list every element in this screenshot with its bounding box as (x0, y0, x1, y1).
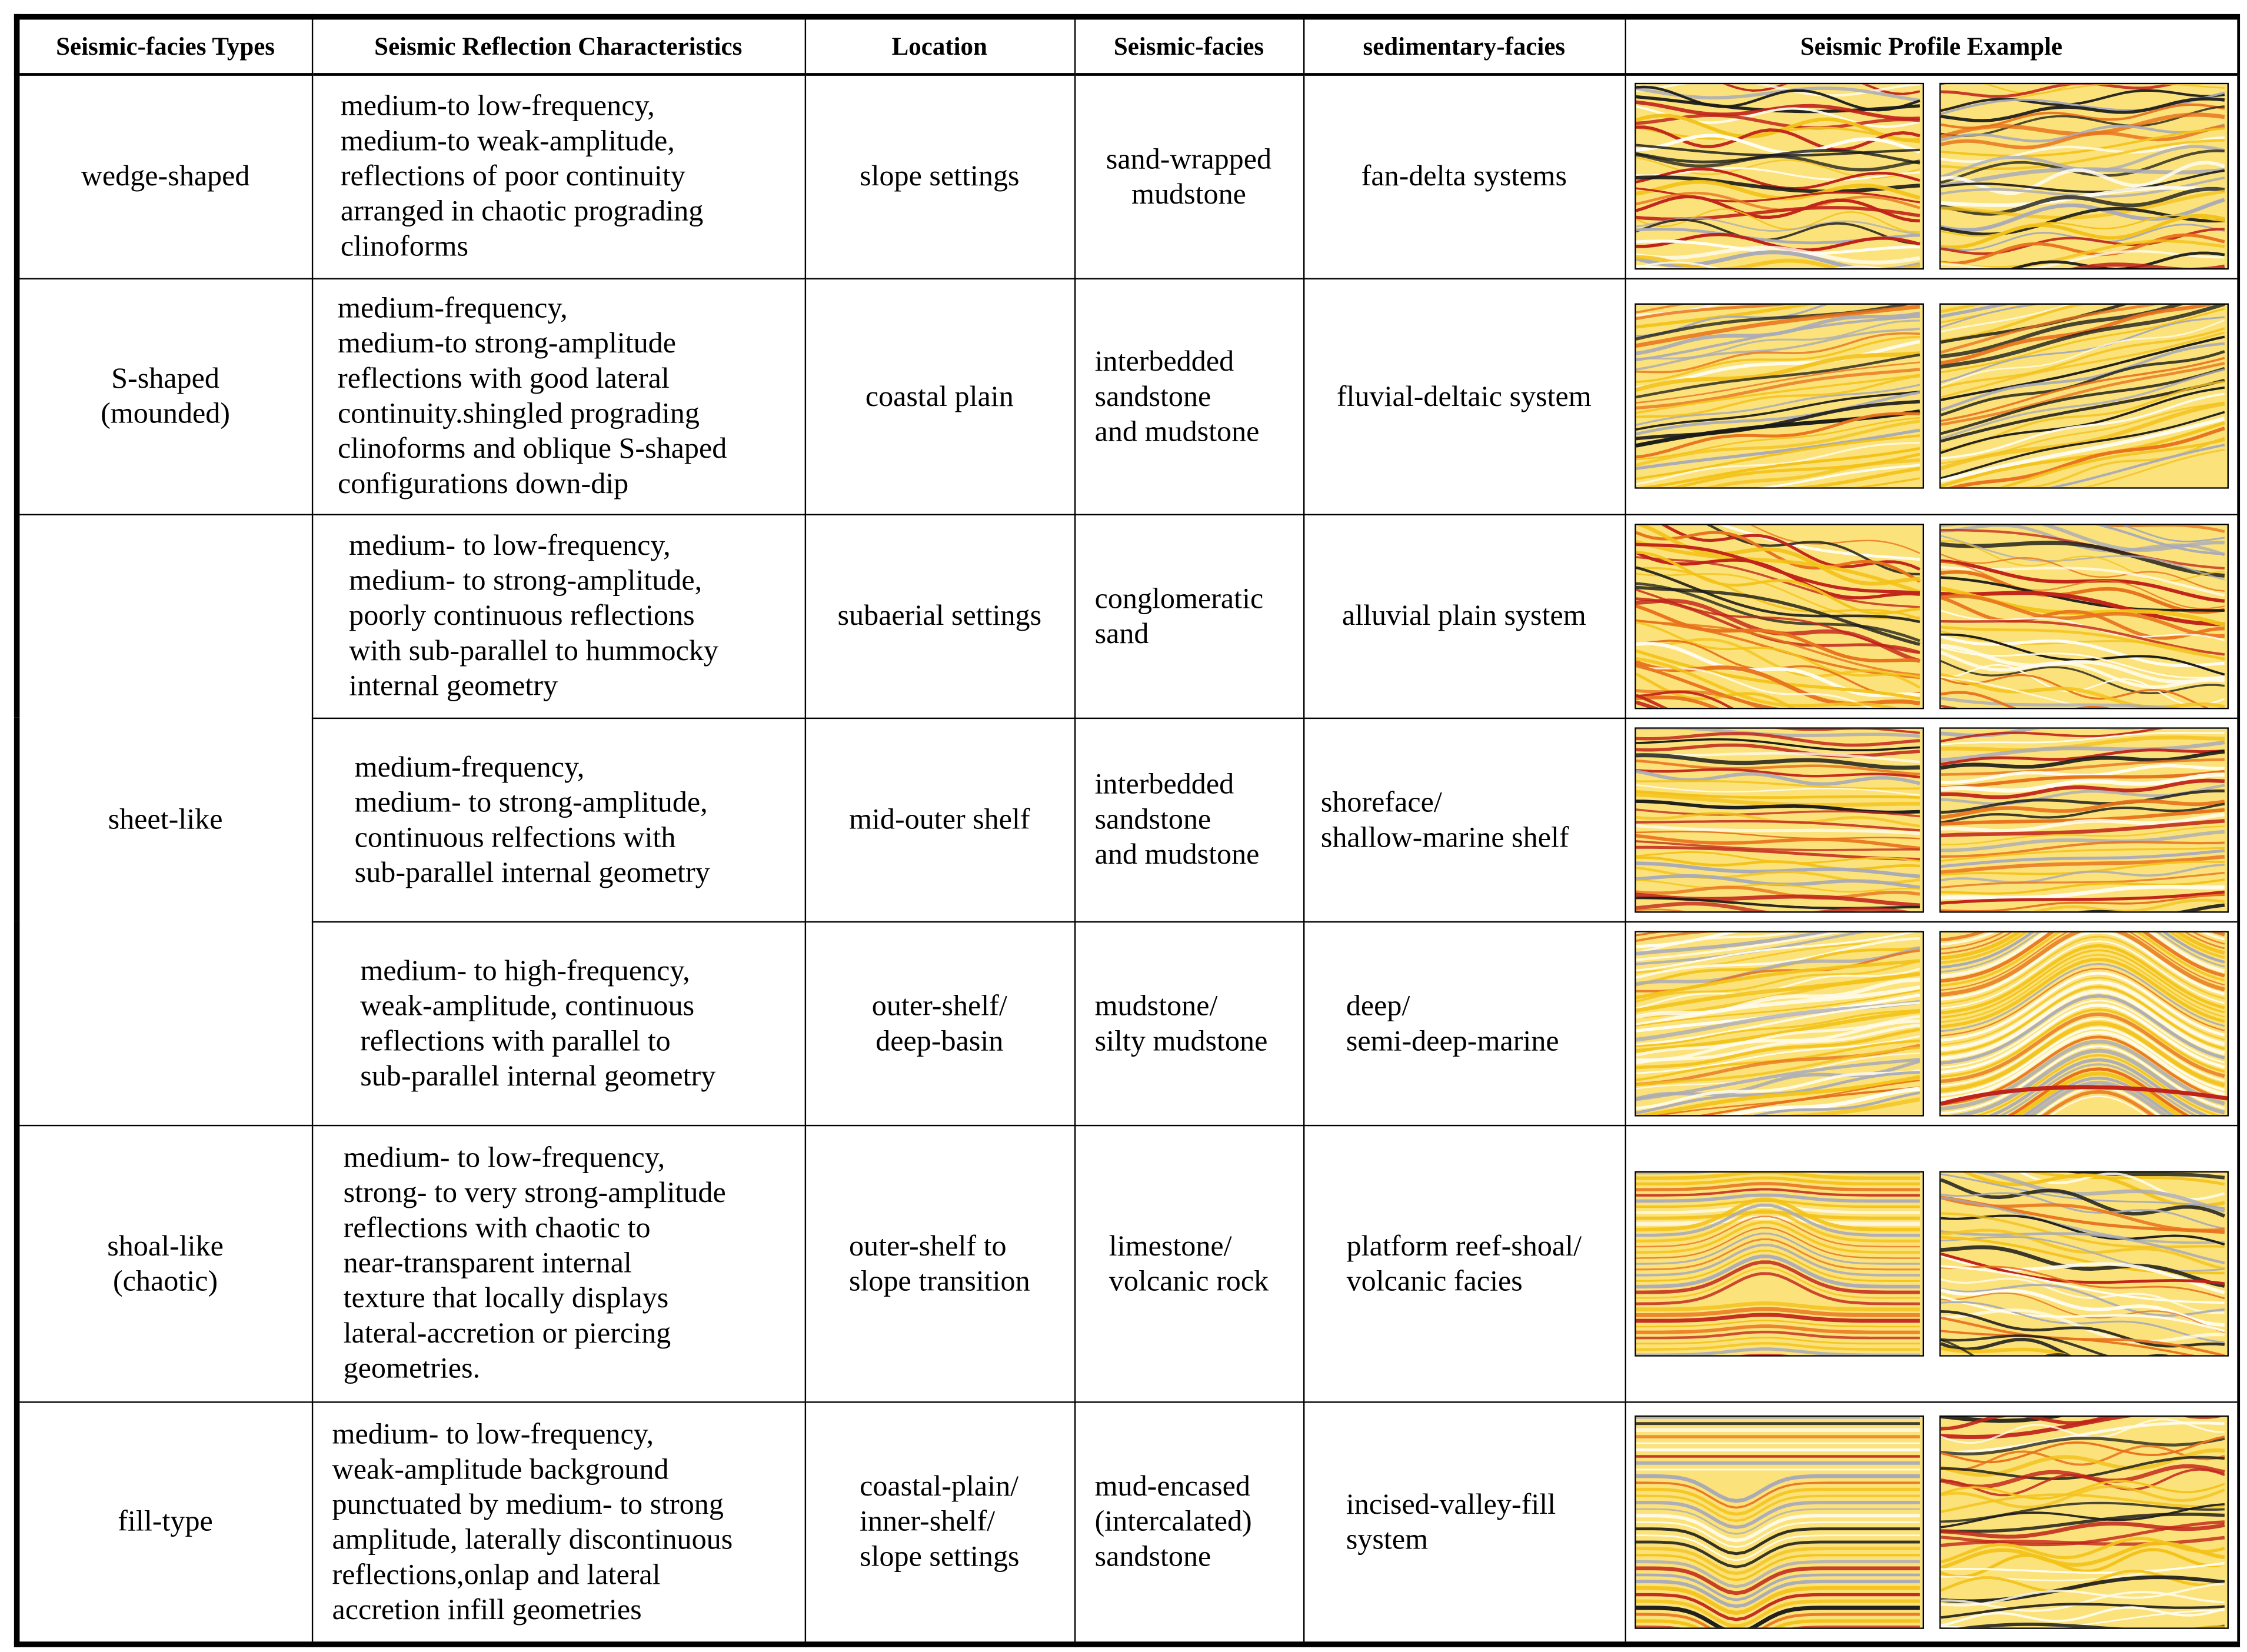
location-text: mid-outer shelf (848, 801, 1030, 836)
seismic-profile-image (1939, 1415, 2229, 1628)
seismic-facies-cell (1074, 921, 1303, 1125)
seismic-reflector-line (1941, 269, 2225, 270)
location-text: slope settings (860, 159, 1020, 193)
sedimentary-facies-text: deep/ semi-deep-marine (1346, 988, 1559, 1057)
seismic-profile-cell (1625, 75, 2239, 278)
location-cell (805, 278, 1074, 514)
seismic-profile-pair (1634, 930, 2229, 1115)
sedimentary-facies-cell (1303, 1125, 1625, 1401)
seismic-facies-text: conglomeratic sand (1094, 580, 1264, 650)
sedimentary-facies-cell (1303, 278, 1625, 514)
header-row (17, 17, 2239, 75)
seismic-profile-pair (1634, 1170, 2229, 1355)
seismic-profile-image (1634, 83, 1923, 269)
seismic-facies-text: limestone/ volcanic rock (1108, 1228, 1269, 1297)
location-cell (805, 514, 1074, 718)
reflection-characteristics-text: medium-frequency, medium-to strong-amplitude reflections with good lateral continuity.shingled prograding clinoforms and oblique S-shaped configurations down-dip (338, 291, 727, 500)
table-row (17, 75, 2239, 278)
seismic-profile-image (1634, 1170, 1923, 1355)
seismic-facies-cell (1074, 514, 1303, 718)
header-location: Location (805, 17, 1074, 75)
sedimentary-facies-text: fluvial-deltaic system (1336, 378, 1592, 412)
seismic-facies-table (14, 14, 2240, 1647)
seismic-facies-text: sand-wrapped mudstone (1106, 141, 1272, 211)
header-seismic-facies-types: Seismic-facies Types (17, 17, 312, 75)
seismic-facies-text: interbedded sandstone and mudstone (1094, 343, 1260, 448)
seismic-facies-cell (1074, 75, 1303, 278)
location-text: coastal plain (865, 378, 1014, 412)
seismic-reflector-line (1636, 1627, 1919, 1628)
location-cell (805, 718, 1074, 921)
seismic-facies-cell (1074, 1401, 1303, 1644)
seismic-facies-text: mud-encased (intercalated) sandstone (1094, 1469, 1252, 1573)
facies-type-cell (17, 1125, 312, 1401)
seismic-reflector-line (1941, 83, 2225, 84)
seismic-profile-image (1939, 727, 2229, 912)
reflection-characteristics-text: medium- to low-frequency, medium- to strong-amplitude, poorly continuous reflections with sub-parallel to hummocky internal geometry (349, 528, 718, 702)
reflection-characteristics-text: medium- to low-frequency, weak-amplitude background punctuated by medium- to strong amplitude, laterally discontinuous reflections,onlap and lateral accretion infill geometries (332, 1416, 733, 1626)
seismic-facies-cell (1074, 1125, 1303, 1401)
table-row (17, 278, 2239, 514)
reflection-characteristics-text: medium- to low-frequency, strong- to very strong-amplitude reflections with chaotic to near-transparent internal texture that locally displays lateral-accretion or piercing geometries. (343, 1140, 726, 1385)
facies-type-label: shoal-like (chaotic) (107, 1228, 224, 1297)
sedimentary-facies-text: fan-delta systems (1361, 159, 1567, 193)
location-text: subaerial settings (837, 598, 1042, 632)
seismic-facies-text: mudstone/ silty mudstone (1094, 988, 1268, 1057)
reflection-characteristics-cell (312, 921, 805, 1125)
location-text: coastal-plain/ inner-shelf/ slope settings (860, 1469, 1020, 1573)
sedimentary-facies-text: shoreface/ shallow-marine shelf (1320, 784, 1569, 854)
sedimentary-facies-cell (1303, 921, 1625, 1125)
location-text: outer-shelf/ deep-basin (871, 988, 1007, 1057)
location-cell (805, 921, 1074, 1125)
reflection-characteristics-text: medium-frequency, medium- to strong-amplitude, continuous relfections with sub-parallel internal geometry (354, 749, 710, 888)
location-cell (805, 1401, 1074, 1644)
header-seismic-profile-example: Seismic Profile Example (1625, 17, 2239, 75)
location-text: outer-shelf to slope transition (848, 1228, 1030, 1297)
table-row (17, 921, 2239, 1125)
reflection-characteristics-cell (312, 1401, 805, 1644)
facies-type-label: wedge-shaped (81, 159, 250, 193)
facies-type-cell (17, 278, 312, 514)
seismic-profile-pair (1634, 304, 2229, 489)
facies-type-cell (17, 1401, 312, 1644)
seismic-profile-cell (1625, 1401, 2239, 1644)
facies-type-label: sheet-like (108, 801, 223, 836)
sedimentary-facies-cell (1303, 75, 1625, 278)
table-row (17, 718, 2239, 921)
reflection-characteristics-cell (312, 1125, 805, 1401)
table-row (17, 1401, 2239, 1644)
sedimentary-facies-text: alluvial plain system (1341, 598, 1586, 632)
seismic-profile-cell (1625, 921, 2239, 1125)
seismic-profile-image (1634, 930, 1923, 1115)
sedimentary-facies-text: incised-valley-fill system (1346, 1487, 1556, 1556)
facies-type-label: S-shaped (mounded) (101, 361, 231, 430)
reflection-characteristics-cell (312, 278, 805, 514)
seismic-profile-image (1939, 930, 2229, 1115)
facies-type-label: fill-type (118, 1504, 213, 1538)
sedimentary-facies-text: platform reef-shoal/ volcanic facies (1346, 1228, 1582, 1297)
seismic-profile-image (1939, 83, 2229, 269)
seismic-facies-cell (1074, 278, 1303, 514)
facies-type-cell (17, 514, 312, 1125)
seismic-profile-pair (1634, 1415, 2229, 1628)
seismic-profile-image (1634, 727, 1923, 912)
seismic-profile-image (1939, 304, 2229, 489)
seismic-profile-image (1634, 523, 1923, 708)
table-row (17, 514, 2239, 718)
seismic-facies-text: interbedded sandstone and mudstone (1094, 767, 1260, 871)
location-cell (805, 1125, 1074, 1401)
reflection-characteristics-text: medium-to low-frequency, medium-to weak-amplitude, reflections of poor continuity arranged in chaotic prograding clinoforms (340, 88, 704, 263)
seismic-reflector-line (1636, 930, 1919, 931)
reflection-characteristics-cell (312, 514, 805, 718)
header-seismic-facies: Seismic-facies (1074, 17, 1303, 75)
facies-type-cell (17, 75, 312, 278)
sedimentary-facies-cell (1303, 718, 1625, 921)
sedimentary-facies-cell (1303, 514, 1625, 718)
seismic-profile-cell (1625, 718, 2239, 921)
seismic-profile-image (1634, 1415, 1923, 1628)
seismic-profile-cell (1625, 514, 2239, 718)
header-sedimentary-facies: sedimentary-facies (1303, 17, 1625, 75)
seismic-profile-cell (1625, 278, 2239, 514)
seismic-profile-cell (1625, 1125, 2239, 1401)
table-row (17, 1125, 2239, 1401)
reflection-characteristics-cell (312, 75, 805, 278)
seismic-profile-image (1939, 523, 2229, 708)
header-seismic-reflection-characteristics: Seismic Reflection Characteristics (312, 17, 805, 75)
seismic-profile-image (1939, 1170, 2229, 1355)
seismic-profile-pair (1634, 523, 2229, 708)
reflection-characteristics-text: medium- to high-frequency, weak-amplitude, continuous reflections with parallel to sub-parallel internal geometry (360, 952, 716, 1092)
reflection-characteristics-cell (312, 718, 805, 921)
location-cell (805, 75, 1074, 278)
seismic-facies-cell (1074, 718, 1303, 921)
sedimentary-facies-cell (1303, 1401, 1625, 1644)
seismic-profile-pair (1634, 727, 2229, 912)
seismic-profile-pair (1634, 83, 2229, 269)
seismic-profile-image (1634, 304, 1923, 489)
